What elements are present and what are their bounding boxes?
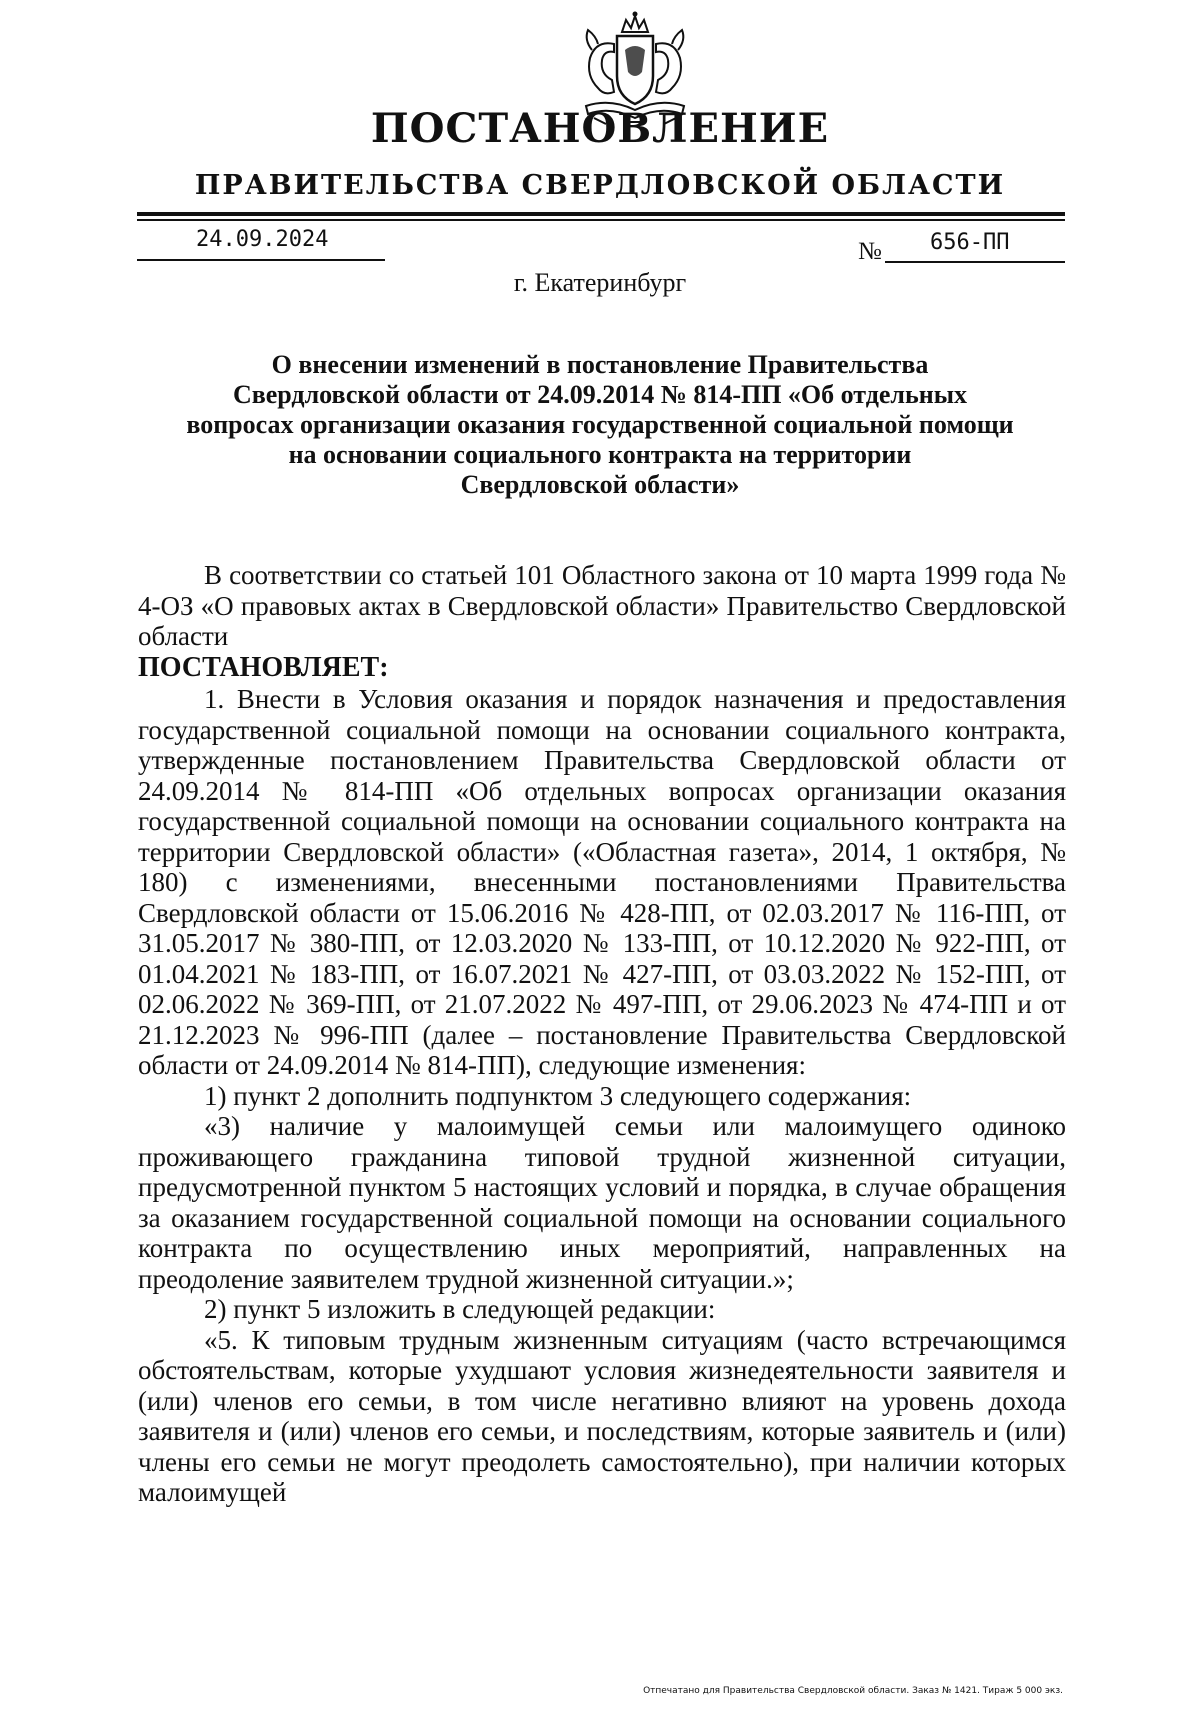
- document-body: [138, 560, 1066, 1508]
- title-line: Свердловской области»: [460, 470, 740, 499]
- document-number: 656-ПП: [930, 230, 1010, 255]
- document-date: 24.09.2024: [196, 227, 329, 252]
- body-paragraph: 2) пункт 5 изложить в следующей редакции:: [204, 1294, 716, 1324]
- body-paragraph: «5. К типовым трудным жизненным ситуациям (часто встречающимся обстоятельствам, которые ухудшают условия жизнедеятельности заявителя и (или) членов его семьи, в том числе негативно влияют на уровень дохода заявителя и (или) членов его семьи, и последствиям, которые заявитель и (или) члены его семьи не могут преодолеть самостоятельно), при наличии которых малоимущей: [138, 1324, 1066, 1507]
- document-city: г. Екатеринбург: [513, 268, 687, 297]
- header-divider-thick: [137, 212, 1065, 216]
- title-line: на основании социального контракта на территории: [288, 440, 912, 469]
- resolves-heading: ПОСТАНОВЛЯЕТ:: [138, 651, 389, 683]
- header-divider-thin: [137, 219, 1065, 221]
- title-line: Свердловской области от 24.09.2014 № 814-ПП «Об отдельных: [232, 380, 968, 409]
- title-line: вопросах организации оказания государственной социальной помощи: [186, 410, 1014, 439]
- date-underline: [137, 259, 385, 261]
- preamble: В соответствии со статьей 101 Областного закона от 10 марта 1999 года № 4-ОЗ «О правовых актах в Свердловской области» Правительство Свердловской области: [138, 560, 1066, 651]
- number-underline: [885, 261, 1065, 263]
- body-paragraph: «3) наличие у малоимущей семьи или малоимущего одиноко проживающего гражданина типовой трудной жизненной ситуации, предусмотренной пунктом 5 настоящих условий и порядка, в случае обращения за оказанием государственной социальной помощи на основании социального контракта по осуществлению иных мероприятий, направленных на преодоление заявителем трудной жизненной ситуации.»;: [138, 1111, 1066, 1294]
- title-line: О внесении изменений в постановление Правительства: [271, 350, 929, 379]
- document-title: [180, 350, 1020, 500]
- print-imprint: Отпечатано для Правительства Свердловской области. Заказ № 1421. Тираж 5 000 экз.: [643, 1686, 1063, 1696]
- body-paragraph: 1. Внести в Условия оказания и порядок назначения и предоставления государственной социальной помощи на основании социального контракта, утвержденные постановлением Правительства Свердловской области от 24.09.2014 № 814-ПП «Об отдельных вопросах организации оказания государственной социальной помощи на основании социального контракта на территории Свердловской области» («Областная газета», 2014, 1 октября, № 180) с изменениями, внесенными постановлениями Правительства Свердловской области от 15.06.2016 № 428-ПП, от 02.03.2017 № 116-ПП, от 31.05.2017 № 380-ПП, от 12.03.2020 № 133-ПП, от 10.12.2020 № 922-ПП, от 01.04.2021 № 183-ПП, от 16.07.2021 № 427-ПП, от 03.03.2022 № 152-ПП, от 02.06.2022 № 369-ПП, от 21.07.2022 № 497-ПП, от 29.06.2023 № 474-ПП и от 21.12.2023 № 996-ПП (далее – постановление Правительства Свердловской области от 24.09.2014 № 814-ПП), следующие изменения:: [138, 684, 1066, 1080]
- document-type: ПОСТАНОВЛЕНИЕ: [370, 105, 830, 152]
- issuing-authority: ПРАВИТЕЛЬСТВА СВЕРДЛОВСКОЙ ОБЛАСТИ: [194, 170, 1006, 201]
- number-sign: №: [858, 238, 882, 265]
- body-paragraph: 1) пункт 2 дополнить подпунктом 3 следующего содержания:: [204, 1080, 912, 1111]
